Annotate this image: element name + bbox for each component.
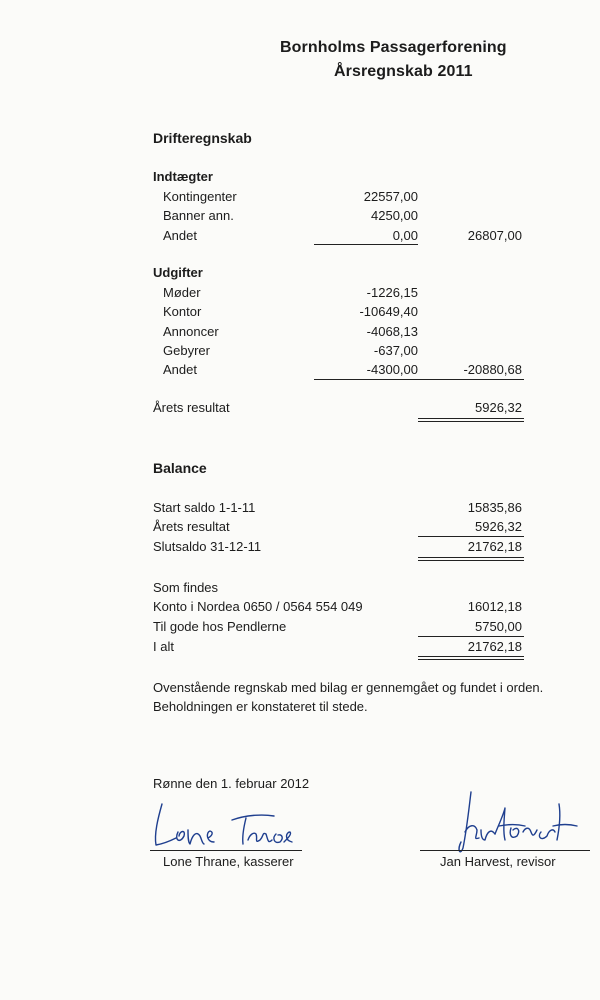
expense-label: Møder	[163, 285, 201, 300]
expense-label: Andet	[163, 362, 197, 377]
expense-amount: -637,00	[373, 343, 418, 358]
expense-total: -20880,68	[463, 362, 522, 377]
found-heading: Som findes	[153, 580, 219, 595]
balance-label: Start saldo 1-1-11	[153, 500, 256, 515]
income-label: Andet	[163, 228, 197, 243]
expense-label: Kontor	[163, 304, 202, 319]
treasurer-signature	[150, 800, 300, 850]
operating-accounts-heading: Drifteregnskab	[153, 130, 252, 146]
expense-amount: -1226,15	[366, 285, 418, 300]
found-amount: 5750,00	[475, 619, 522, 634]
expense-label: Gebyrer	[163, 343, 210, 358]
income-label: Banner ann.	[163, 208, 234, 223]
balance-label: Slutsaldo 31-12-11	[153, 539, 262, 554]
year-result-label: Årets resultat	[153, 400, 230, 415]
auditor-signature	[455, 790, 585, 855]
balance-double-rule	[418, 557, 524, 561]
expense-subtotal-rule	[314, 379, 524, 380]
found-label: I alt	[153, 639, 174, 654]
found-double-rule	[418, 656, 524, 660]
balance-amount: 5926,32	[475, 519, 522, 534]
treasurer-name: Lone Thrane, kasserer	[163, 854, 294, 869]
income-subtotal-rule	[314, 244, 418, 245]
found-amount: 16012,18	[467, 599, 522, 614]
expense-amount: -4300,00	[366, 362, 418, 377]
auditor-signature-line	[420, 850, 590, 851]
found-subtotal-rule	[418, 636, 524, 637]
income-amount: 4250,00	[371, 208, 418, 223]
organization-name: Bornholms Passagerforening	[280, 39, 507, 56]
expense-label: Annoncer	[163, 324, 219, 339]
found-amount: 21762,18	[467, 639, 522, 654]
statement-line: Ovenstående regnskab med bilag er gennemgået og fundet i orden.	[153, 680, 544, 695]
income-amount: 0,00	[392, 228, 418, 243]
balance-label: Årets resultat	[153, 519, 230, 534]
income-heading: Indtægter	[153, 169, 213, 184]
income-label: Kontingenter	[163, 189, 237, 204]
place-date: Rønne den 1. februar 2012	[153, 776, 310, 791]
balance-amount: 21762,18	[467, 539, 522, 554]
found-label: Konto i Nordea 0650 / 0564 554 049	[153, 599, 363, 614]
balance-amount: 15835,86	[467, 500, 522, 515]
income-amount: 22557,00	[363, 189, 418, 204]
expense-amount: -10649,40	[359, 304, 418, 319]
statement-line: Beholdningen er konstateret til stede.	[153, 699, 368, 714]
treasurer-signature-line	[150, 850, 302, 851]
income-total: 26807,00	[467, 228, 522, 243]
year-result-double-rule	[418, 418, 524, 422]
expense-amount: -4068,13	[366, 324, 418, 339]
balance-subtotal-rule	[418, 536, 524, 537]
expenses-heading: Udgifter	[153, 265, 203, 280]
auditor-name: Jan Harvest, revisor	[440, 854, 556, 869]
report-title: Årsregnskab 2011	[334, 63, 473, 80]
found-label: Til gode hos Pendlerne	[153, 619, 287, 634]
year-result-amount: 5926,32	[475, 400, 522, 415]
balance-heading: Balance	[153, 460, 207, 476]
